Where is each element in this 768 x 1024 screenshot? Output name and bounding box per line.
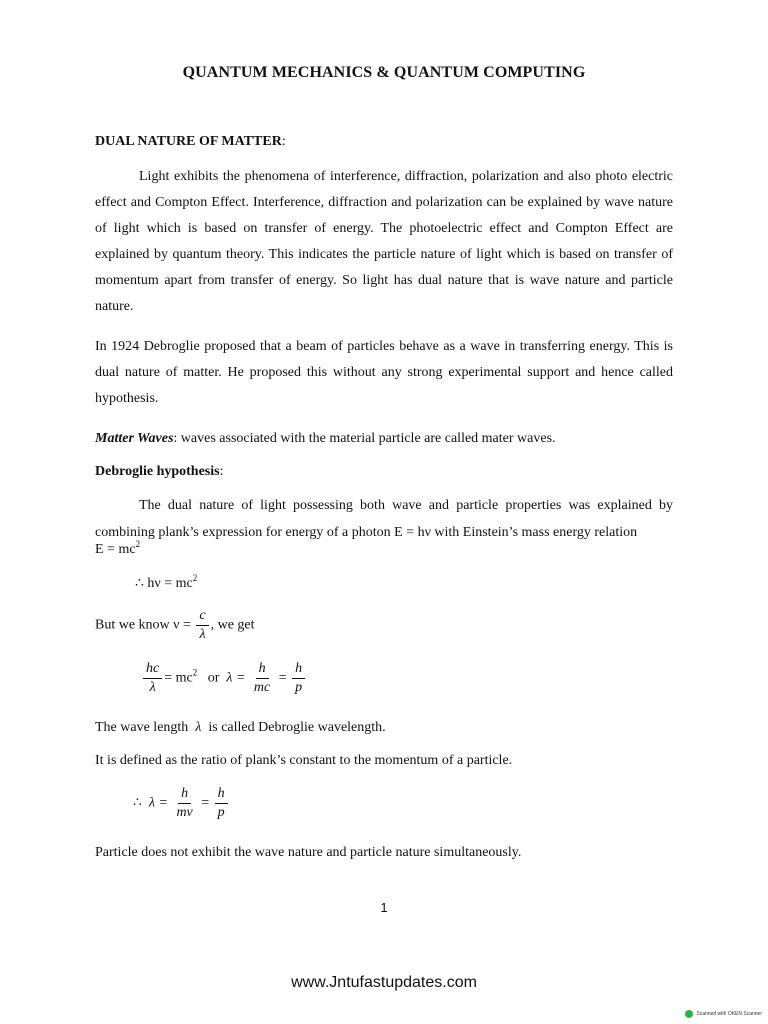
mc-exponent: 2 (192, 667, 198, 678)
definition-statement: It is defined as the ratio of plank’s constant to the momentum of a particle. (95, 753, 513, 768)
equation-e-mc2-exponent: 2 (135, 539, 141, 549)
final-statement: Particle does not exhibit the wave nature and particle nature simultaneously. (95, 845, 522, 860)
equation-hv-mc2 (135, 573, 197, 592)
nu-prefix: But we know ν = (95, 617, 191, 633)
equation-e-mc2 (95, 539, 140, 558)
scanner-logo-icon (685, 1010, 693, 1018)
equals-mc: = mc (164, 670, 193, 686)
equation-nu-c-lambda (95, 608, 255, 643)
equation-debroglie-wavelength (141, 661, 307, 696)
fraction-denominator: p (217, 805, 225, 820)
wavelength-after: is called Debroglie wavelength. (208, 720, 386, 735)
matter-waves-text: : waves associated with the material particle are called mater waves. (173, 431, 556, 446)
fraction-numerator: h (215, 786, 228, 804)
nu-suffix: , we get (210, 617, 255, 633)
wavelength-statement (95, 720, 386, 736)
fraction-denominator: λ (149, 680, 156, 695)
fraction-denominator: p (295, 680, 303, 695)
or-word: or (207, 670, 220, 686)
fraction-denominator: mc (253, 680, 271, 695)
lambda-equals: λ = (148, 795, 168, 811)
lambda-symbol: λ (195, 720, 202, 735)
equation-e-mc2-lhs: E = mc (95, 542, 136, 557)
wavelength-before: The wave length (95, 720, 189, 735)
hypothesis-heading (95, 464, 223, 480)
therefore-symbol: ∴ (135, 576, 144, 591)
equals-sign: = (201, 795, 210, 811)
section-heading-colon: : (281, 134, 286, 149)
hypothesis-heading-text: Debroglie hypothesis (95, 464, 220, 479)
fraction-denominator: mv (176, 805, 193, 820)
equation-lambda-h-mv (133, 786, 230, 821)
therefore-symbol: ∴ (133, 795, 142, 811)
fraction-numerator: h (178, 786, 191, 804)
fraction-denominator: λ (199, 627, 206, 642)
paragraph-light-nature: Light exhibits the phenomena of interference, diffraction, polarization and also photo electric effect and Compton Effect. Interference, diffraction and polarization can be explained by wave nature of light which is based on transfer of energy. The photoelectric effect and Compton Effect are explained by quantum theory. This indicates the particle nature of light which is based on transfer of momentum apart from transfer of energy. So light has dual nature that is wave nature and particle nature. (95, 169, 673, 314)
fraction-h-over-mv (173, 786, 195, 821)
paragraph-dual-light: The dual nature of light possessing both wave and particle properties was explained by combining plank’s expression for energy of a photon E = hν with Einstein’s mass energy relation (95, 498, 673, 540)
section-heading (95, 134, 286, 150)
fraction-hc-over-lambda (143, 661, 162, 696)
matter-waves-definition (95, 431, 556, 447)
fraction-numerator: c (196, 608, 208, 626)
scanner-watermark (685, 1010, 762, 1018)
fraction-h-over-p (215, 786, 228, 821)
equation-hv-mc2-exponent: 2 (192, 573, 198, 583)
equals-sign: = (278, 670, 287, 686)
matter-waves-term: Matter Waves (95, 431, 174, 446)
fraction-numerator: h (292, 661, 305, 679)
website-footer[interactable]: www.Jntufastupdates.com (291, 974, 477, 991)
paragraph-debroglie-proposal: In 1924 Debroglie proposed that a beam of particles behave as a wave in transferring energy. This is dual nature of matter. He proposed this without any strong experimental support and hence called hypothesis. (95, 339, 673, 406)
scanner-text: Scanned with OKEN Scanner (696, 1011, 762, 1017)
page-title: QUANTUM MECHANICS & QUANTUM COMPUTING (182, 64, 586, 81)
hypothesis-heading-colon: : (219, 464, 224, 479)
fraction-numerator: hc (143, 661, 162, 679)
fraction-h-over-p (292, 661, 305, 696)
fraction-numerator: h (256, 661, 269, 679)
lambda-equals: λ = (226, 670, 246, 686)
fraction-c-over-lambda (196, 608, 208, 643)
page-number: 1 (380, 900, 388, 915)
section-heading-text: DUAL NATURE OF MATTER (95, 134, 282, 149)
equation-hv-mc2-lhs: hν = mc (147, 576, 193, 591)
fraction-h-over-mc (251, 661, 273, 696)
